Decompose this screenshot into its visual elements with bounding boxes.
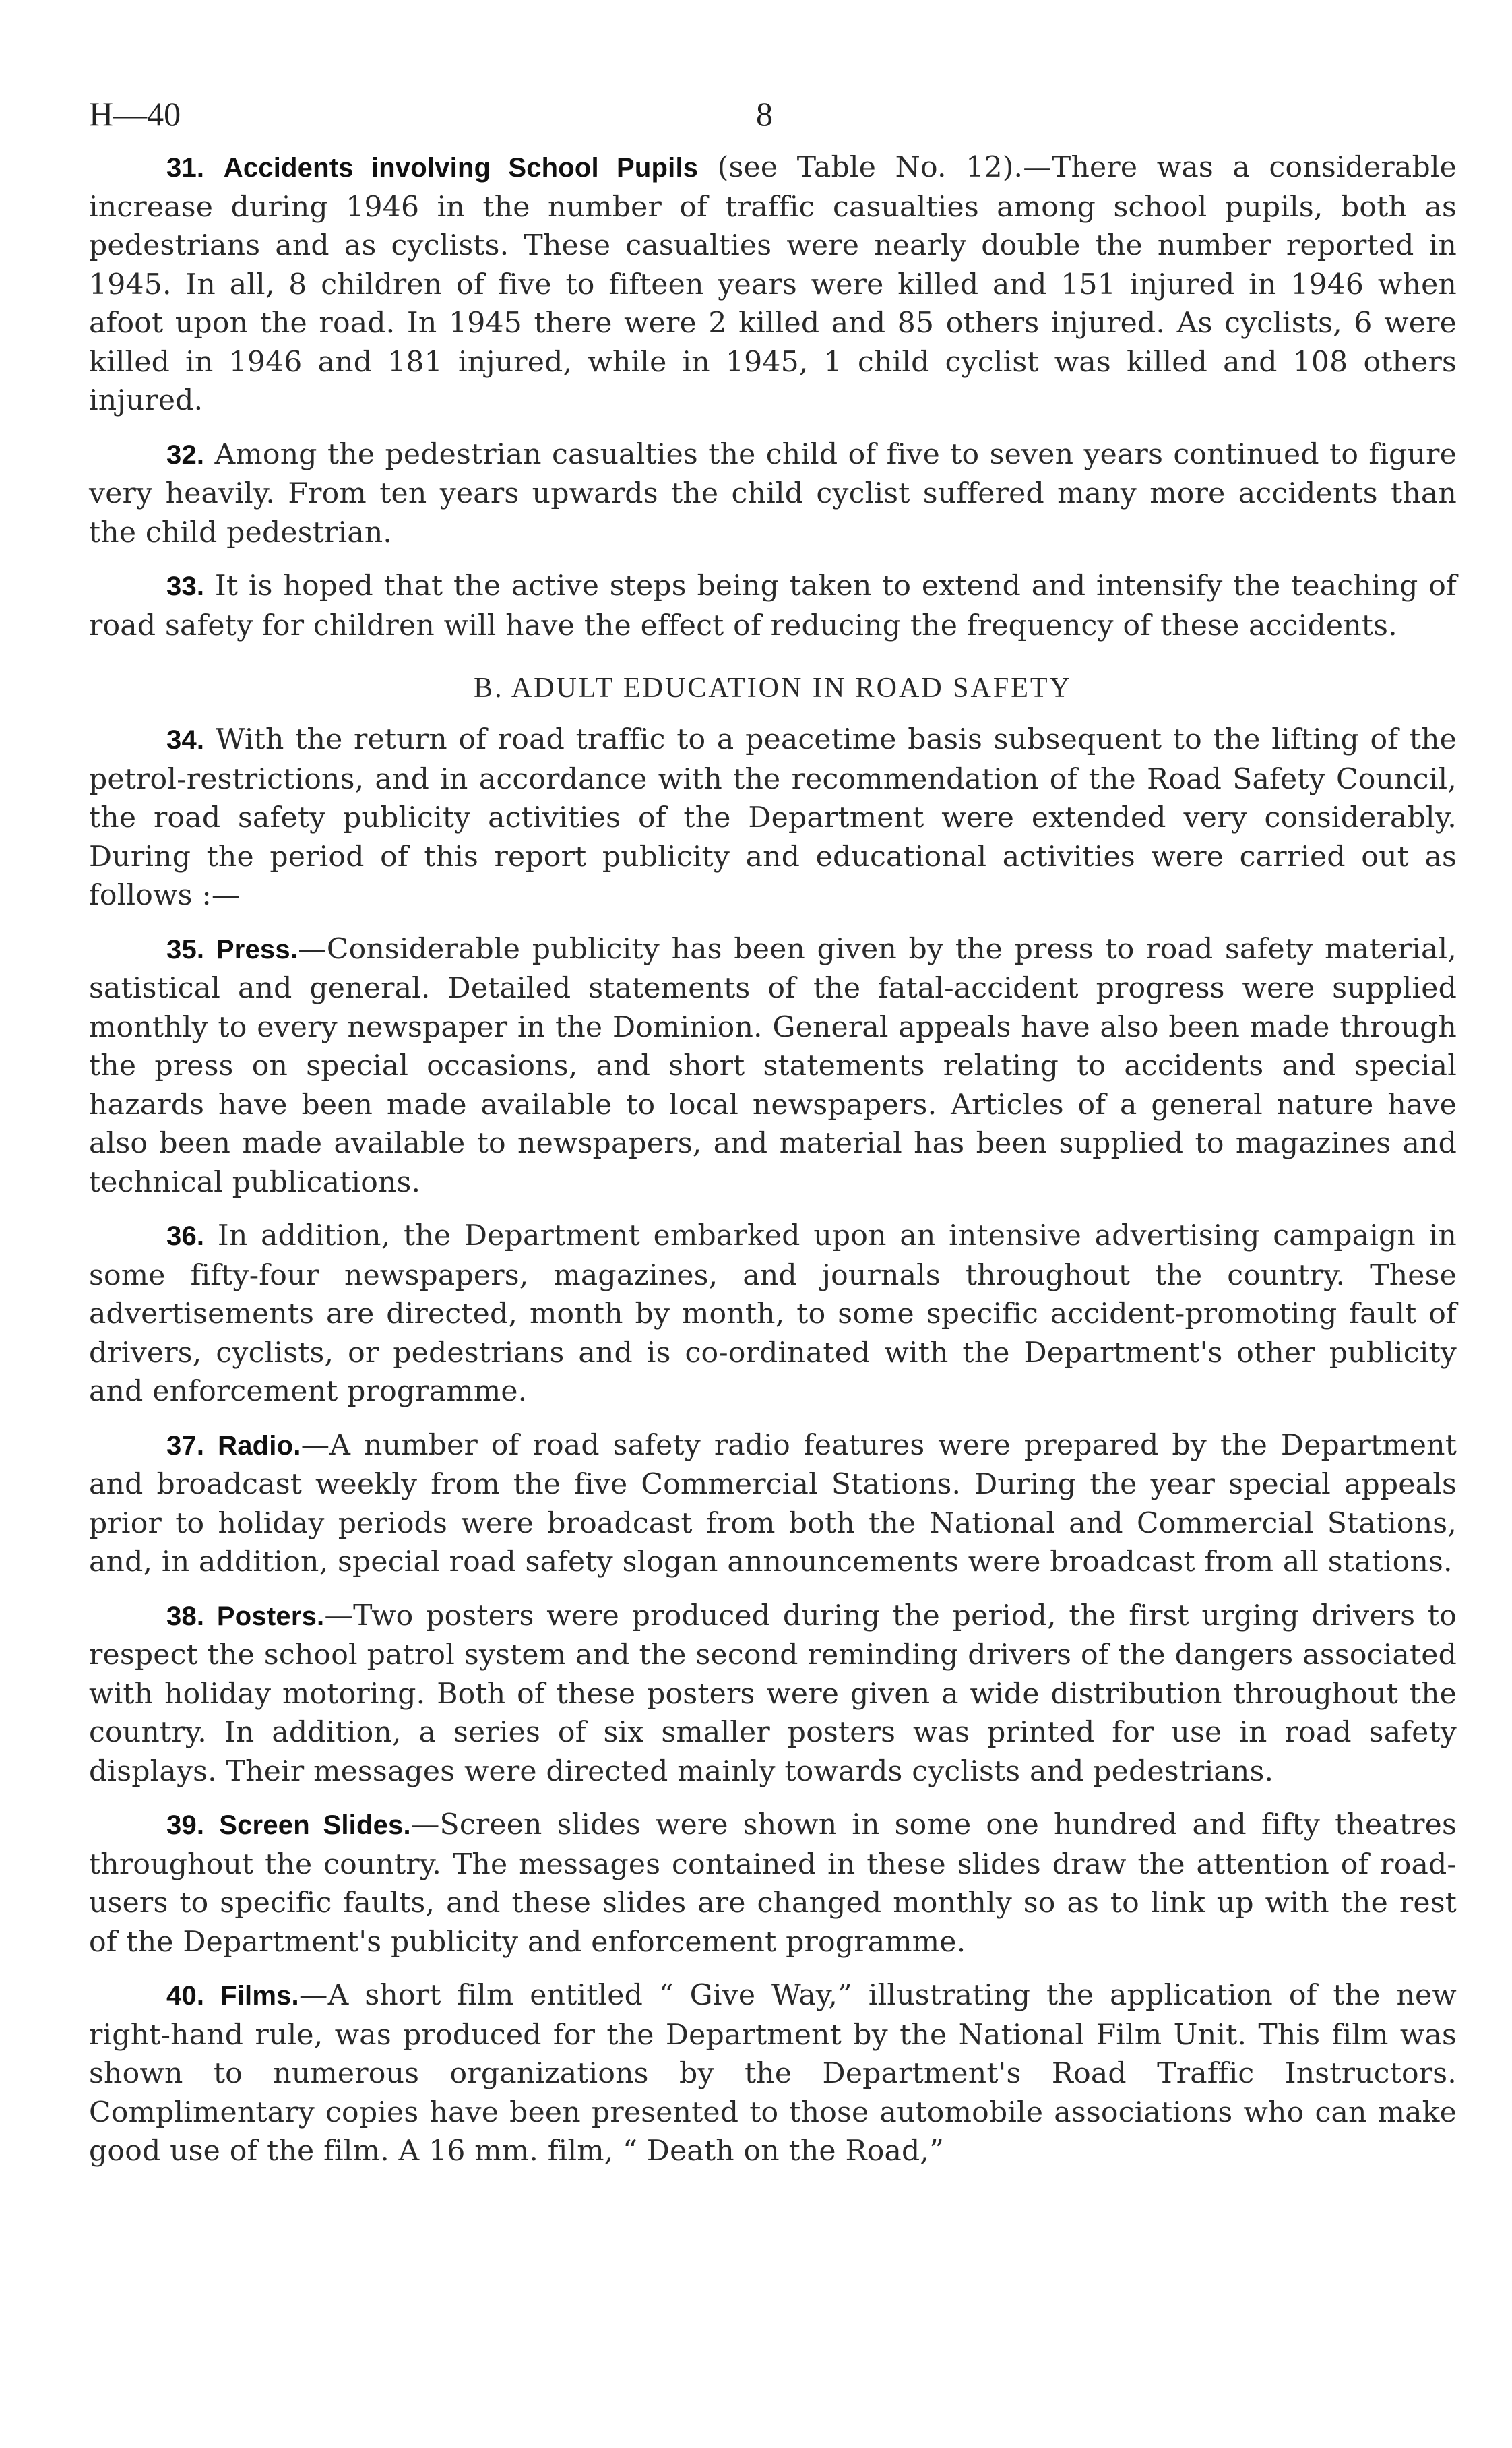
paragraph-text: Among the pedestrian casualties the child of five to seven years continued to figure very heavily. From ten years upwards the child cyclist suffered many more accidents than the child pedestrian. xyxy=(89,437,1457,549)
paragraph-37 xyxy=(89,1426,1457,1582)
paragraph-text: —A short film entitled “ Give Way,” illustrating the application of the new right-hand rule, was produced for the Department by the National Film Unit. This film was shown to numerous organizations by the Department's Road Traffic Instructors. Complimentary copies have been presented to those automobile associations who can make good use of the film. A 16 mm. film, “ Death on the Road,” xyxy=(89,1979,1457,2168)
paragraph-34 xyxy=(89,721,1457,915)
paragraph-number: 39. xyxy=(166,1810,205,1840)
paragraph-31 xyxy=(89,148,1457,421)
paragraph-40 xyxy=(89,1976,1457,2171)
paragraph-number: 37. xyxy=(166,1430,205,1461)
paragraph-number: 32. xyxy=(166,439,205,470)
paragraph-heading: Accidents involving School Pupils xyxy=(223,153,699,183)
paragraph-text: —Screen slides were shown in some one hundred and fifty theatres throughout the country. The messages contained in these slides draw the attention of road-users to specific faults, and these slides are changed monthly so as to link up with the rest of the Department's publicity and enforcement programme. xyxy=(89,1808,1457,1959)
paragraph-number: 33. xyxy=(166,572,205,601)
paragraph-text: —Considerable publicity has been given by the press to road safety material, satistical and general. Detailed statements of the fatal-accident progress were supplied monthly to every newspaper in the Dominion. General appeals have also been made through the press on special occasions, and short statements relating to accidents and special hazards have been made available to local newspapers. Articles of a general nature have also been made available to newspapers, and material has been supplied to magazines and technical publications. xyxy=(89,932,1457,1199)
page-header xyxy=(89,94,1457,148)
paragraph-32 xyxy=(89,435,1457,553)
paragraph-text: (see Table No. 12).—There was a considerable increase during 1946 in the number of traffic casualties among school pupils, both as pedestrians and as cyclists. These casualties were nearly double the number reported in 1945. In all, 8 children of five to fifteen years were killed and 151 injured in 1946 when afoot upon the road. In 1945 there were 2 killed and 85 others injured. As cyclists, 6 were killed in 1946 and 181 injured, while in 1945, 1 child cyclist was killed and 108 others injured. xyxy=(89,151,1457,417)
paragraph-heading: Posters. xyxy=(216,1601,325,1631)
paragraph-text: In addition, the Department embarked upon an intensive advertising campaign in some fifty-four newspapers, magazines, and journals throughout the country. These advertisements are directed, month by month, to some specific accident-promoting fault of drivers, cyclists, or pedestrians and is co-ordinated with the Department's other publicity and enforcement programme. xyxy=(89,1219,1457,1408)
paragraph-heading: Radio. xyxy=(218,1430,301,1461)
paragraph-text: —A number of road safety radio features were prepared by the Department and broadcast weekly from the five Commercial Stations. During the year special appeals prior to holiday periods were broadcast from both the National and Commercial Stations, and, in addition, special road safety slogan announcements were broadcast from all stations. xyxy=(89,1428,1457,1579)
paragraph-number: 34. xyxy=(166,725,205,755)
paragraph-heading: Films. xyxy=(220,1981,299,2011)
page-number: 8 xyxy=(756,95,773,133)
section-b-paragraphs xyxy=(89,721,1457,2171)
document-code: H—40 xyxy=(89,95,181,133)
paragraph-text: It is hoped that the active steps being taken to extend and intensify the teaching of road safety for children will have the effect of reducing the frequency of these accidents. xyxy=(89,570,1457,642)
paragraph-number: 40. xyxy=(166,1981,205,2011)
paragraph-33 xyxy=(89,567,1457,645)
paragraph-38 xyxy=(89,1597,1457,1792)
paragraph-number: 36. xyxy=(166,1221,205,1251)
paragraph-39 xyxy=(89,1806,1457,1961)
section-heading: B. ADULT EDUCATION IN ROAD SAFETY xyxy=(474,673,1072,704)
paragraph-36 xyxy=(89,1217,1457,1411)
paragraph-text: With the return of road traffic to a peacetime basis subsequent to the lifting of the petrol-restrictions, and in accordance with the recommendation of the Road Safety Council, the road safety publicity activities of the Department were extended very considerably. During the period of this report publicity and educational activities were carried out as follows :— xyxy=(89,723,1457,912)
paragraph-heading: Screen Slides. xyxy=(219,1810,411,1840)
paragraph-35 xyxy=(89,930,1457,1202)
paragraph-heading: Press. xyxy=(216,934,298,965)
document-page xyxy=(89,94,1457,2186)
section-a-paragraphs xyxy=(89,148,1457,645)
paragraph-number: 31. xyxy=(166,153,205,183)
paragraph-number: 38. xyxy=(166,1601,205,1631)
paragraph-number: 35. xyxy=(166,934,205,965)
paragraph-text: —Two posters were produced during the period, the first urging drivers to respect the school patrol system and the second reminding drivers of the dangers associated with holiday motoring. Both of these posters were given a wide distribution throughout the country. In addition, a series of six smaller posters was printed for use in road safety displays. Their messages were directed mainly towards cyclists and pedestrians. xyxy=(89,1599,1457,1788)
